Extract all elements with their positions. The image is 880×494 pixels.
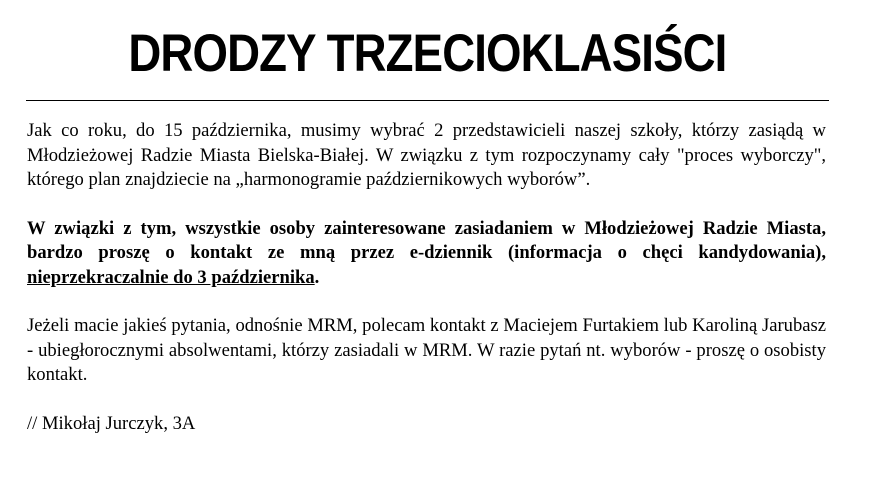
document-body [27, 119, 826, 436]
contact-paragraph [27, 217, 826, 291]
page-title: DRODZY TRZECIOKLASIŚCI [128, 24, 727, 83]
signature: // Mikołaj Jurczyk, 3A [27, 412, 196, 434]
contact-end: . [314, 266, 320, 288]
title-divider [26, 100, 829, 101]
deadline-text: nieprzekraczalnie do 3 października [27, 266, 315, 288]
intro-paragraph: Jak co roku, do 15 października, musimy wybrać 2 przedstawicieli naszej szkoły, którzy zasiądą w Młodzieżowej Radzie Miasta Bielska-Białej. W związku z tym rozpoczynamy cały "proces wyborczy", którego plan znajdziecie na „harmonogramie październikowych wyborów”. [27, 120, 826, 190]
questions-paragraph: Jeżeli macie jakieś pytania, odnośnie MRM, polecam kontakt z Maciejem Furtakiem lub Karoliną Jarubasz - ubiegłorocznymi absolwentami, którzy zasiadali w MRM. W razie pytań nt. wyborów - proszę o osobisty kontakt. [27, 315, 826, 385]
contact-text: W związki z tym, wszystkie osoby zainteresowane zasiadaniem w Młodzieżowej Radzie Miasta, bardzo proszę o kontakt ze mną przez e-dziennik (informacja o chęci kandydowania), [27, 217, 826, 263]
